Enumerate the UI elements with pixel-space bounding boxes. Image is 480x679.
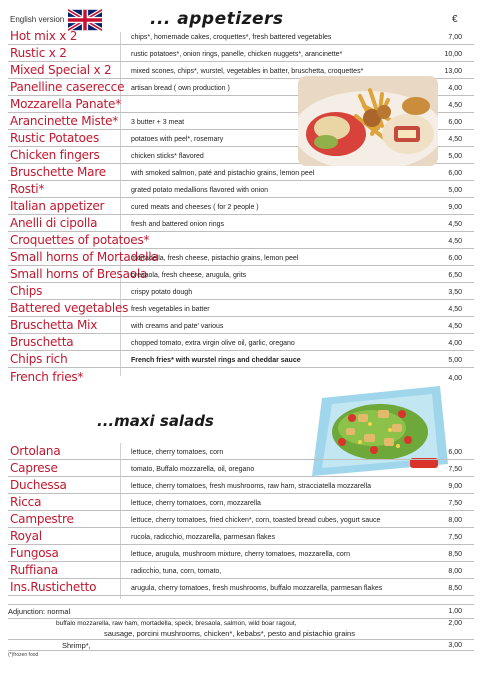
- item-price: 7,50: [448, 534, 462, 541]
- item-desc: with smoked salmon, paté and pistachio grains, lemon peel: [131, 170, 315, 177]
- item-price: 4,50: [448, 238, 462, 245]
- menu-row: [8, 249, 474, 266]
- item-name: Ruffiana: [10, 563, 58, 577]
- item-name: Caprese: [10, 461, 58, 475]
- item-price: 6,50: [448, 272, 462, 279]
- adjunction-premium-line2: sausage, porcini mushrooms, chicken*, kebabs*, pesto and pistachio grains: [104, 629, 355, 638]
- item-name: Bruschette Mare: [10, 165, 106, 179]
- item-price: 4,00: [448, 85, 462, 92]
- divider: [8, 618, 474, 619]
- item-desc: grated potato medallions flavored with onion: [131, 187, 268, 194]
- item-name: Ins.Rustichetto: [10, 580, 97, 594]
- item-price: 8,50: [448, 585, 462, 592]
- item-name: French fries*: [10, 370, 84, 384]
- item-price: 4,00: [448, 375, 462, 382]
- menu-row: [8, 215, 474, 232]
- menu-row: [8, 198, 474, 215]
- item-desc: fresh and battered onion rings: [131, 221, 225, 228]
- item-price: 7,50: [448, 500, 462, 507]
- divider: [8, 604, 474, 605]
- item-desc: fresh vegetables in batter: [131, 306, 210, 313]
- item-name: Chips rich: [10, 352, 68, 366]
- item-desc: with creams and pate' various: [131, 323, 224, 330]
- menu-row: [8, 477, 474, 494]
- item-name: Arancinette Miste*: [10, 114, 119, 128]
- item-desc: chips*, homemade cakes, croquettes*, fresh battered vegetables: [131, 34, 332, 41]
- item-price: 13,00: [444, 68, 462, 75]
- item-name: Panelline caserecce: [10, 80, 125, 94]
- item-price: 8,00: [448, 517, 462, 524]
- item-price: 4,50: [448, 323, 462, 330]
- item-price: 4,50: [448, 136, 462, 143]
- item-desc: tomato, Buffalo mozzarella, oil, oregano: [131, 466, 255, 473]
- item-name: Mozzarella Panate*: [10, 97, 122, 111]
- item-name: Fungosa: [10, 546, 59, 560]
- item-desc: bresaola, fresh cheese, arugula, grits: [131, 272, 247, 279]
- item-name: Mixed Special x 2: [10, 63, 112, 77]
- item-desc: crispy potato dough: [131, 289, 193, 296]
- item-price: 3,50: [448, 289, 462, 296]
- adjunction-shrimp-label: Shrimp*,: [62, 641, 91, 650]
- menu-row: [8, 562, 474, 579]
- item-price: 6,00: [448, 170, 462, 177]
- item-desc: radicchio, tuna, corn, tomato,: [131, 568, 222, 575]
- item-desc: artisan bread ( own production ): [131, 85, 230, 92]
- item-name: Hot mix x 2: [10, 29, 78, 43]
- menu-row: [8, 266, 474, 283]
- language-label: English version: [10, 15, 65, 24]
- adjunction-premium-price: 2,00: [448, 620, 462, 627]
- item-name: Bruschetta Mix: [10, 318, 98, 332]
- item-name: Croquettes of potatoes*: [10, 233, 150, 247]
- item-name: Rustic Potatoes: [10, 131, 99, 145]
- salads-title: ...maxi salads: [97, 412, 214, 430]
- item-desc: lettuce, cherry tomatoes, fresh mushrooms, raw ham, stracciatella mozzarella: [131, 483, 372, 490]
- item-desc: rucola, radicchio, mozzarella, parmesan flakes: [131, 534, 275, 541]
- menu-row: [8, 283, 474, 300]
- item-desc: potatoes with peel*, rosemary: [131, 136, 224, 143]
- item-price: 10,00: [444, 51, 462, 58]
- divider: [8, 639, 474, 640]
- menu-row: [8, 181, 474, 198]
- divider: [8, 650, 474, 651]
- item-price: 5,00: [448, 187, 462, 194]
- item-desc: lettuce, cherry tomatoes, corn, mozzarella: [131, 500, 261, 507]
- item-name: Chicken fingers: [10, 148, 100, 162]
- footnote: (*)frozen food: [8, 652, 39, 658]
- item-desc: mortadella, fresh cheese, pistachio grains, lemon peel: [131, 255, 299, 262]
- item-desc: mixed scones, chips*, wurstel, vegetables in batter, bruschetta, croquettes*: [131, 68, 364, 75]
- item-name: Royal: [10, 529, 42, 543]
- item-price: 9,00: [448, 483, 462, 490]
- item-name: Rosti*: [10, 182, 45, 196]
- item-desc: chopped tomato, extra virgin olive oil, garlic, oregano: [131, 340, 295, 347]
- menu-row: [8, 579, 474, 596]
- menu-row: [8, 460, 474, 477]
- menu-row: [8, 351, 474, 368]
- item-name: Bruschetta: [10, 335, 74, 349]
- item-name: Small horns of Mortadella: [10, 250, 159, 264]
- item-price: 9,00: [448, 204, 462, 211]
- menu-row: [8, 334, 474, 351]
- menu-row: [8, 300, 474, 317]
- currency-symbol: €: [452, 14, 458, 25]
- menu-row: [8, 317, 474, 334]
- menu-row: [8, 232, 474, 249]
- appetizer-photo: [298, 76, 438, 166]
- item-desc: lettuce, cherry tomatoes, corn: [131, 449, 224, 456]
- item-price: 5,00: [448, 357, 462, 364]
- item-price: 8,50: [448, 551, 462, 558]
- item-name: Italian appetizer: [10, 199, 105, 213]
- adjunction-shrimp-price: 3,00: [448, 642, 462, 649]
- menu-row: [8, 164, 474, 181]
- item-name: Ricca: [10, 495, 42, 509]
- item-name: Ortolana: [10, 444, 61, 458]
- appetizers-title: ... appetizers: [150, 9, 284, 29]
- adjunction-premium-line1: buffalo mozzarella, raw ham, mortadella, speck, bresaola, salmon, wild boar ragout,: [56, 620, 297, 627]
- item-desc: 3 butter + 3 meat: [131, 119, 185, 126]
- item-desc: chicken sticks* flavored: [131, 153, 204, 160]
- menu-row: [8, 528, 474, 545]
- item-price: 6,00: [448, 449, 462, 456]
- menu-row: [8, 511, 474, 528]
- menu-row: [8, 545, 474, 562]
- item-desc: lettuce, cherry tomatoes, fried chicken*, corn, toasted bread cubes, yogurt sauce: [131, 517, 381, 524]
- item-price: 6,00: [448, 119, 462, 126]
- item-price: 6,00: [448, 255, 462, 262]
- adjunction-normal-price: 1,00: [448, 608, 462, 615]
- item-name: Anelli di cipolla: [10, 216, 98, 230]
- item-name: Chips: [10, 284, 43, 298]
- item-price: 7,00: [448, 34, 462, 41]
- item-desc: cured meats and cheeses ( for 2 people ): [131, 204, 259, 211]
- item-price: 8,00: [448, 568, 462, 575]
- item-name: Campestre: [10, 512, 74, 526]
- menu-row: [8, 443, 474, 460]
- item-name: Rustic x 2: [10, 46, 67, 60]
- item-name: Battered vegetables: [10, 301, 129, 315]
- item-name: Duchessa: [10, 478, 67, 492]
- item-price: 5,00: [448, 153, 462, 160]
- menu-row: [8, 368, 474, 385]
- item-price: 4,50: [448, 221, 462, 228]
- menu-row: [8, 494, 474, 511]
- item-desc: arugula, cherry tomatoes, fresh mushrooms, buffalo mozzarella, parmesan flakes: [131, 585, 383, 592]
- item-desc: rustic potatoes*, onion rings, panelle, chicken nuggets*, arancinette*: [131, 51, 343, 58]
- item-price: 4,50: [448, 102, 462, 109]
- menu-row: [8, 28, 474, 45]
- item-desc: French fries* with wurstel rings and cheddar sauce: [131, 357, 301, 364]
- menu-row: [8, 45, 474, 62]
- item-price: 4,50: [448, 306, 462, 313]
- adjunction-normal-label: Adjunction: normal: [8, 607, 71, 616]
- item-name: Small horns of Bresaola: [10, 267, 148, 281]
- item-price: 4,00: [448, 340, 462, 347]
- item-price: 7,50: [448, 466, 462, 473]
- item-desc: lettuce, arugula, mushroom mixture, cherry tomatoes, mozzarella, corn: [131, 551, 351, 558]
